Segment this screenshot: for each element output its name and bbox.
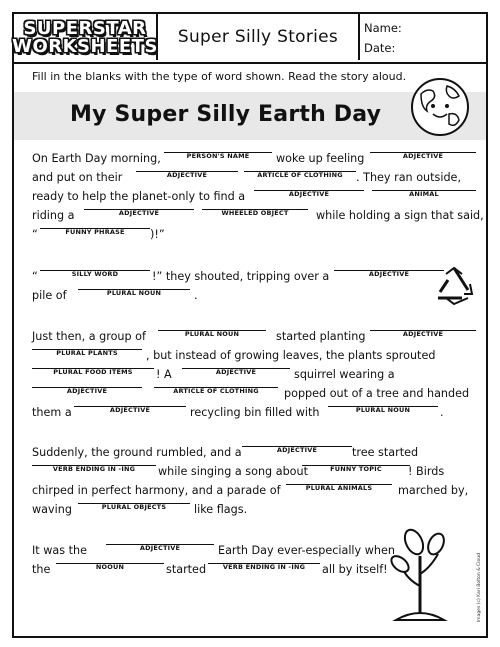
hint-label: ADJECTIVE	[368, 270, 410, 278]
hint-label: PLURAL FOOD ITEMS	[53, 368, 133, 376]
hint-label: PLURAL ANIMALS	[305, 484, 373, 492]
story-text: started	[166, 563, 207, 576]
hint-label: VERB ENDING IN -ING	[52, 465, 136, 473]
hint-label: NOOUN	[95, 563, 125, 571]
hint-label: ADJECTIVE	[402, 330, 444, 338]
story-text: .	[440, 406, 444, 419]
hint-label: ADJECTIVE	[118, 209, 160, 217]
hint-label: PERSON'S NAME	[186, 152, 250, 160]
story-text: , but instead of growing leaves, the plants sprouted	[146, 349, 436, 362]
story-text: ready to help the planet-only to find a	[32, 190, 246, 203]
hint-label: FUNNY PHRASE	[65, 228, 125, 236]
story-text: It was the	[32, 544, 87, 557]
hint-label: ADJECTIVE	[402, 152, 444, 160]
image-credit: Images (c) Kari Bolton & Cloud	[477, 552, 482, 622]
story-text: . They ran outside,	[356, 171, 461, 184]
hint-label: ARTICLE OF CLOTHING	[173, 387, 259, 395]
story-text: riding a	[32, 209, 75, 222]
story-text: waving	[32, 503, 72, 516]
hint-label: ARTICLE OF CLOTHING	[257, 171, 343, 179]
story-text: popped out of a tree and handed	[284, 387, 470, 400]
earth-globe-icon	[409, 74, 471, 140]
name-field-label: Name:	[364, 21, 402, 35]
hint-label: ADJECTIVE	[66, 387, 108, 395]
story-text: started planting	[276, 330, 366, 343]
hint-label: ADJECTIVE	[166, 171, 208, 179]
hint-label: WHEELED OBJECT	[221, 209, 289, 217]
story-text: them a	[32, 406, 72, 419]
hint-label: ADJECTIVE	[288, 190, 330, 198]
hint-label: FUNNY TOPIC	[330, 465, 382, 473]
story-text: ! A	[156, 368, 172, 381]
hint-label: PLURAL NOUN	[106, 289, 162, 297]
hint-label: PLURAL NOUN	[184, 330, 240, 338]
date-field-label: Date:	[364, 41, 396, 55]
hint-label: ADJECTIVE	[276, 446, 318, 454]
logo-text-top: SUPERSTAR	[23, 18, 147, 39]
hint-label: ANIMAL	[409, 190, 439, 198]
story-text: all by itself!	[322, 563, 388, 576]
hint-label: PLURAL PLANTS	[56, 349, 118, 357]
story-text: marched by,	[398, 484, 469, 497]
instructions: Fill in the blanks with the type of word shown. Read the story aloud.	[32, 70, 407, 83]
story-text: .	[194, 289, 198, 302]
name-date-fields	[358, 14, 486, 60]
story-text: while holding a sign that said,	[316, 209, 484, 222]
story-text: chirped in perfect harmony, and a parade of	[32, 484, 281, 497]
story-title: My Super Silly Earth Day	[70, 102, 382, 127]
story-text: Suddenly, the ground rumbled, and a	[32, 446, 242, 459]
story-text: squirrel wearing a	[294, 368, 395, 381]
story-text: pile of	[32, 289, 67, 302]
story-text: “	[32, 270, 38, 283]
hint-label: PLURAL NOUN	[355, 406, 411, 414]
story-text: and put on their	[32, 171, 123, 184]
story-text: )!”	[150, 228, 165, 241]
story-text: “	[32, 228, 38, 241]
story-text: the	[32, 563, 51, 576]
worksheet-series-title: Super Silly Stories	[156, 14, 360, 60]
hint-label: ADJECTIVE	[215, 368, 257, 376]
logo-text-bottom: WORKSHEETS	[12, 36, 158, 57]
story-text: On Earth Day morning,	[32, 152, 161, 165]
story-text: tree started	[352, 446, 419, 459]
story-text: ! Birds	[408, 465, 445, 478]
hint-label: PLURAL OBJECTS	[101, 503, 167, 511]
story-text: while singing a song about	[158, 465, 308, 478]
story-text: like flags.	[194, 503, 248, 516]
story-text: Just then, a group of	[32, 330, 146, 343]
hint-label: VERB ENDING IN -ING	[222, 563, 306, 571]
story-text: woke up feeling	[276, 152, 365, 165]
story-text: !” they shouted, tripping over a	[152, 270, 330, 283]
hint-label: ADJECTIVE	[139, 544, 181, 552]
worksheet-header	[14, 14, 486, 64]
hint-label: SILLY WORD	[71, 270, 119, 278]
hint-label: ADJECTIVE	[109, 406, 151, 414]
story-text: Earth Day ever-especially when	[218, 544, 395, 557]
story-text: recycling bin filled with	[190, 406, 320, 419]
superstar-logo	[12, 18, 158, 58]
worksheet	[12, 12, 488, 638]
sprout-plant-icon	[386, 526, 456, 626]
